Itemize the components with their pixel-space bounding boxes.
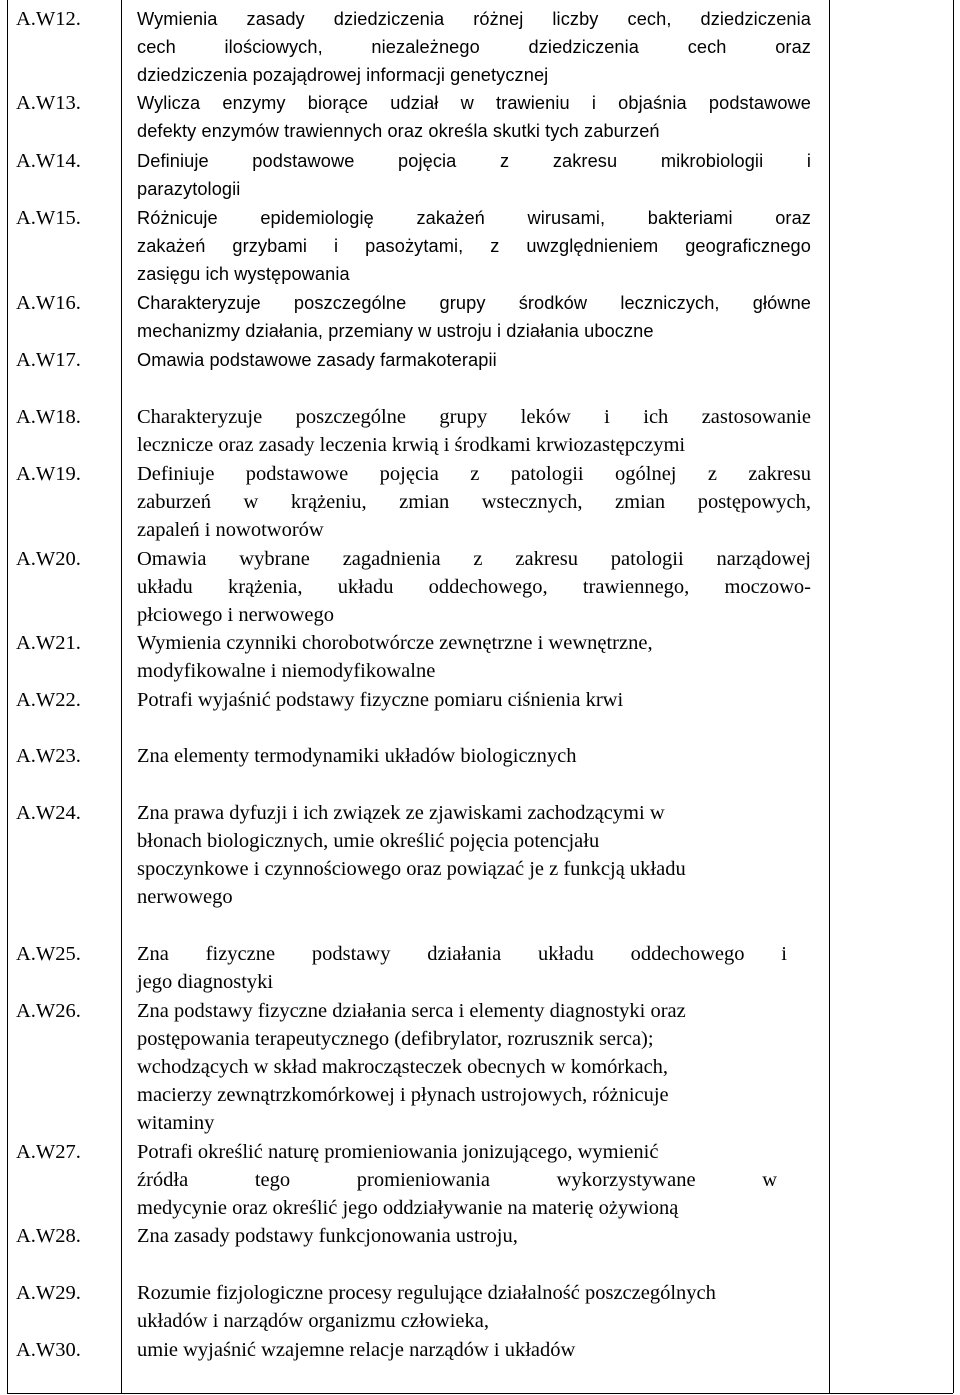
row-description [137,997,811,1137]
description-line: nerwowego [137,886,233,908]
description-line: postępowania terapeutycznego (defibrylator, rozrusznik serca); [137,1028,654,1050]
row-description [137,5,811,89]
row-code: A.W19. [16,463,81,485]
description-line: Rozumie fizjologiczne procesy regulujące działalność poszczególnych [137,1282,716,1304]
description-line: jego diagnostyki [137,971,274,993]
description-line: Zna fizyczne podstawy działania układu oddechowego i [137,943,787,965]
row-code: A.W28. [16,1225,81,1247]
row-code: A.W27. [16,1141,81,1163]
description-line: płciowego i nerwowego [137,604,334,626]
row-description [137,545,811,629]
description-line: macierzy zewnątrzkomórkowej i płynach ustrojowych, różnicuje [137,1084,669,1106]
row-description [137,346,811,374]
row-description [137,742,811,770]
description-line: zakażeń grzybami i pasożytami, z uwzględnieniem geograficznego [137,236,811,256]
row-code: A.W26. [16,1000,81,1022]
description-line: Potrafi określić naturę promieniowania jonizującego, wymienić [137,1141,659,1163]
row-code: A.W16. [16,292,81,314]
description-line: Wylicza enzymy biorące udział w trawieniu i objaśnia podstawowe [137,93,811,113]
row-description [137,1222,811,1250]
row-code: A.W24. [16,802,81,824]
row-description [137,1336,811,1364]
description-line: Wymienia czynniki chorobotwórcze zewnętrzne i wewnętrzne, [137,632,653,654]
row-description [137,686,811,714]
row-code: A.W12. [16,8,81,30]
row-code: A.W13. [16,92,81,114]
row-description [137,403,811,459]
description-line: medycynie oraz określić jego oddziaływanie na materię ożywioną [137,1197,679,1219]
description-line: zapaleń i nowotworów [137,519,324,541]
row-description [137,799,811,911]
row-description [137,460,811,544]
row-code: A.W17. [16,349,81,371]
description-line: Zna podstawy fizyczne działania serca i elementy diagnostyki oraz [137,1000,686,1022]
description-line: zaburzeń w krążeniu, zmian wstecznych, zmian postępowych, [137,491,811,513]
competency-table [7,0,953,1394]
description-line: parazytologii [137,179,241,199]
row-code: A.W15. [16,207,81,229]
description-line: Zna elementy termodynamiki układów biologicznych [137,745,577,767]
column-divider-right-edge [953,0,954,1393]
column-divider-description [829,0,830,1393]
description-line: układów i narządów organizmu człowieka, [137,1310,489,1332]
row-code: A.W18. [16,406,81,428]
description-line: Różnicuje epidemiologię zakażeń wirusami, bakteriami oraz [137,208,811,228]
description-line: spoczynkowe i czynnościowego oraz powiązać je z funkcją układu [137,858,686,880]
description-line: Definiuje podstawowe pojęcia z zakresu mikrobiologii i [137,151,811,171]
description-line: umie wyjaśnić wzajemne relacje narządów i układów [137,1339,576,1361]
description-line: błonach biologicznych, umie określić pojęcia potencjału [137,830,600,852]
description-line: witaminy [137,1112,215,1134]
row-description [137,940,787,996]
column-divider-code [121,0,122,1393]
row-code: A.W20. [16,548,81,570]
description-line: źródła tego promieniowania wykorzystywane w [137,1169,777,1191]
row-code: A.W22. [16,689,81,711]
row-code: A.W29. [16,1282,81,1304]
description-line: mechanizmy działania, przemiany w ustroju i działania uboczne [137,321,654,341]
description-line: Charakteryzuje poszczególne grupy leków i ich zastosowanie [137,406,811,428]
row-description [137,89,811,145]
description-line: układu krążenia, układu oddechowego, trawiennego, moczowo- [137,576,811,598]
row-description [137,1138,811,1222]
description-line: defekty enzymów trawiennych oraz określa skutki tych zaburzeń [137,121,660,141]
description-line: Zna prawa dyfuzji i ich związek ze zjawiskami zachodzącymi w [137,802,665,824]
description-line: lecznicze oraz zasady leczenia krwią i środkami krwiozastępczymi [137,434,686,456]
description-line: Charakteryzuje poszczególne grupy środków leczniczych, główne [137,293,811,313]
row-description [137,204,811,288]
row-code: A.W30. [16,1339,81,1361]
row-code: A.W25. [16,943,81,965]
row-description [137,1279,811,1335]
description-line: Wymienia zasady dziedziczenia różnej liczby cech, dziedziczenia [137,9,811,29]
description-line: Potrafi wyjaśnić podstawy fizyczne pomiaru ciśnienia krwi [137,689,624,711]
description-line: zasięgu ich występowania [137,264,350,284]
description-line: Omawia wybrane zagadnienia z zakresu patologii narządowej [137,548,811,570]
description-line: Omawia podstawowe zasady farmakoterapii [137,350,497,370]
description-line: cech ilościowych, niezależnego dziedziczenia cech oraz [137,37,811,57]
description-line: Zna zasady podstawy funkcjonowania ustroju, [137,1225,518,1247]
description-line: Definiuje podstawowe pojęcia z patologii ogólnej z zakresu [137,463,811,485]
description-line: dziedziczenia pozajądrowej informacji genetycznej [137,65,549,85]
row-description [137,289,811,345]
row-description [137,629,811,685]
row-code: A.W14. [16,150,81,172]
description-line: modyfikowalne i niemodyfikowalne [137,660,436,682]
row-code: A.W23. [16,745,81,767]
description-line: wchodzących w skład makrocząsteczek obecnych w komórkach, [137,1056,669,1078]
row-description [137,147,811,203]
row-code: A.W21. [16,632,81,654]
